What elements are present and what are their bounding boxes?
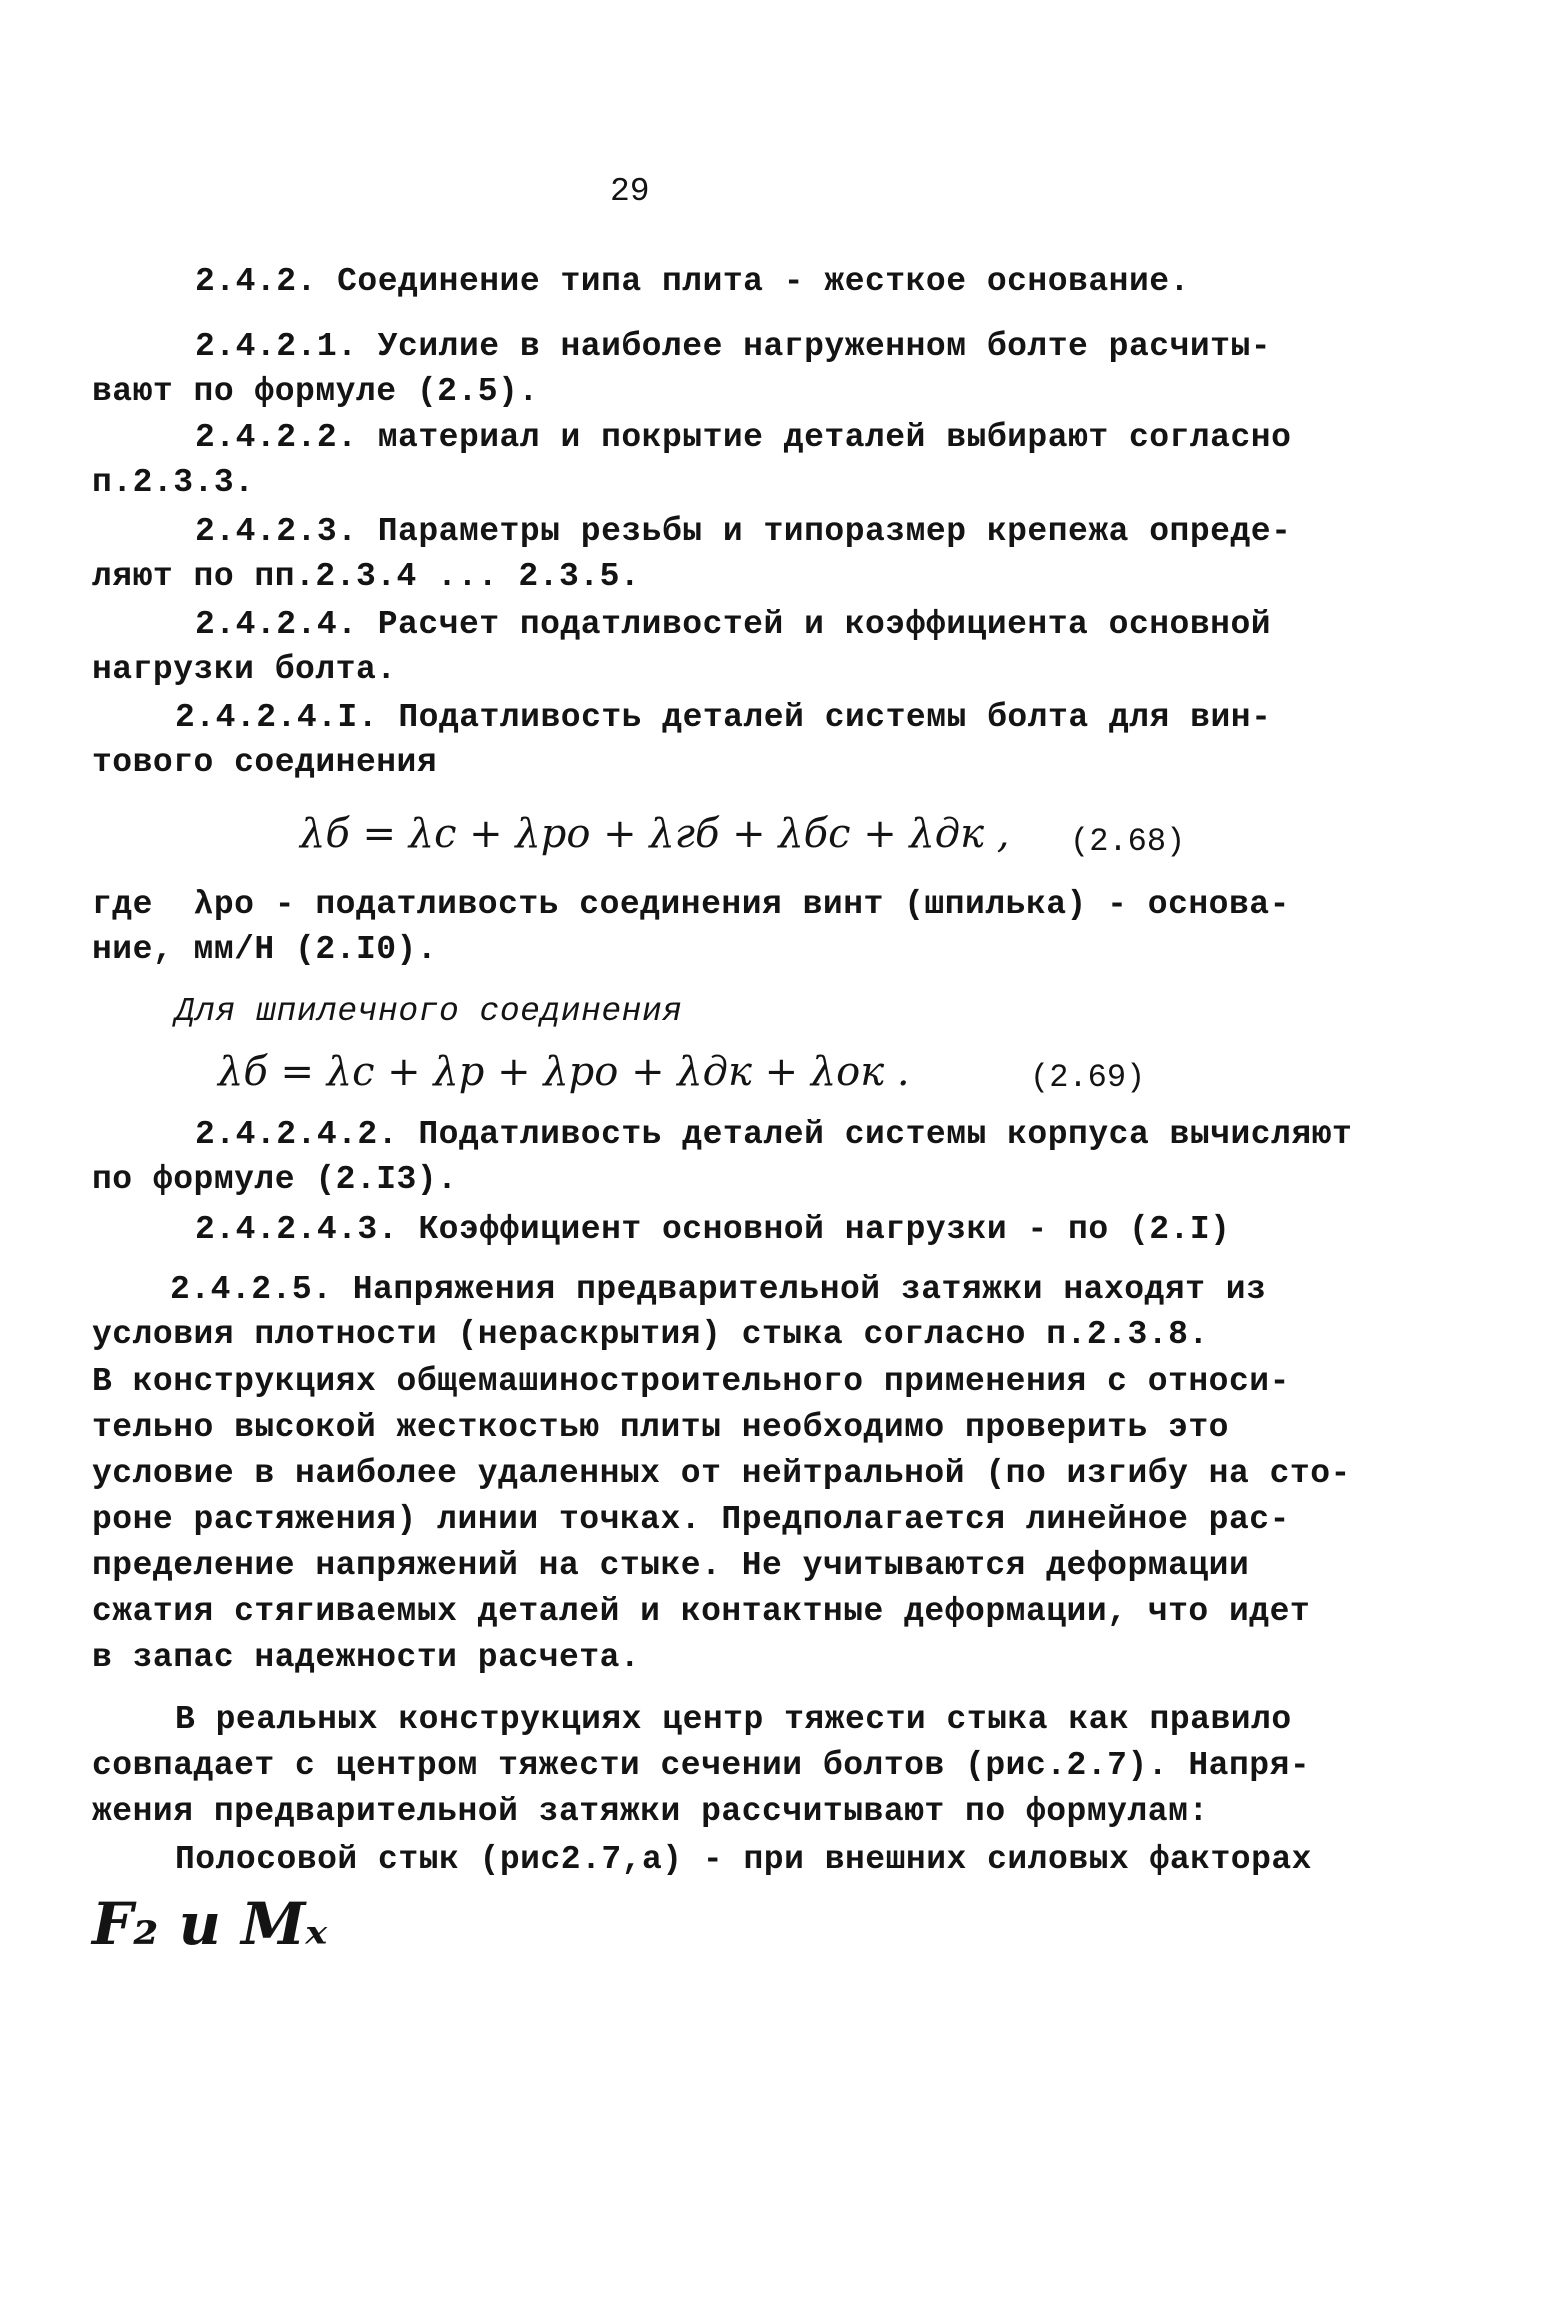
equation-number: (2.69) (1030, 1059, 1146, 1096)
section-heading: 2.4.2. Соединение типа плита - жесткое основание. (195, 263, 1190, 300)
text-line: где λро - податливость соединения винт (шпилька) - основа- (92, 886, 1290, 923)
text-line: 2.4.2.5. Напряжения предварительной затяжки находят из (170, 1271, 1267, 1308)
text-line: условие в наиболее удаленных от нейтральной (по изгибу на сто- (92, 1455, 1351, 1492)
text-line: 2.4.2.1. Усилие в наиболее нагруженном болте расчиты- (195, 328, 1272, 365)
text-line: В реальных конструкциях центр тяжести стыка как правило (175, 1701, 1292, 1738)
text-line: условия плотности (нераскрытия) стыка согласно п.2.3.8. (92, 1316, 1209, 1353)
text-line: вают по формуле (2.5). (92, 373, 539, 410)
text-line: п.2.3.3. (92, 464, 255, 501)
text-line: роне растяжения) линии точках. Предполагается линейное рас- (92, 1501, 1290, 1538)
text-line: 2.4.2.4.I. Податливость деталей системы болта для вин- (175, 699, 1272, 736)
formula-2-69: λб = λс + λр + λро + λдк + λок . (218, 1049, 910, 1095)
text-line: В конструкциях общемашиностроительного применения с относи- (92, 1363, 1290, 1400)
text-line: 2.4.2.4. Расчет податливостей и коэффициента основной (195, 606, 1272, 643)
text-line: жения предварительной затяжки рассчитывают по формулам: (92, 1793, 1209, 1830)
equation-number: (2.68) (1070, 823, 1186, 860)
text-line: сжатия стягиваемых деталей и контактные деформации, что идет (92, 1593, 1311, 1630)
page-number: 29 (610, 173, 650, 210)
text-line: в запас надежности расчета. (92, 1639, 641, 1676)
text-line: по формуле (2.I3). (92, 1161, 458, 1198)
text-line: Полосовой стык (рис2.7,а) - при внешних силовых факторах (175, 1841, 1312, 1878)
text-line: 2.4.2.2. материал и покрытие деталей выбирают согласно (195, 419, 1292, 456)
text-line: Для шпилечного соединения (175, 993, 683, 1030)
text-line: тового соединения (92, 744, 438, 781)
text-line: тельно высокой жесткостью плиты необходимо проверить это (92, 1409, 1229, 1446)
text-line: ние, мм/Н (2.I0). (92, 931, 438, 968)
formula-2-68: λб = λс + λро + λгб + λбс + λдк , (300, 811, 1010, 857)
text-line: пределение напряжений на стыке. Не учитываются деформации (92, 1547, 1250, 1584)
text-line: ляют по пп.2.3.4 ... 2.3.5. (92, 558, 641, 595)
text-line: 2.4.2.3. Параметры резьбы и типоразмер крепежа опреде- (195, 513, 1292, 550)
text-line: 2.4.2.4.3. Коэффициент основной нагрузки - по (2.I) (195, 1211, 1231, 1248)
handwritten-symbols: F₂ и Mₓ (92, 1890, 328, 1958)
text-line: нагрузки болта. (92, 651, 397, 688)
text-line: 2.4.2.4.2. Податливость деталей системы корпуса вычисляют (195, 1116, 1353, 1153)
text-line: совпадает с центром тяжести сечении болтов (рис.2.7). Напря- (92, 1747, 1311, 1784)
